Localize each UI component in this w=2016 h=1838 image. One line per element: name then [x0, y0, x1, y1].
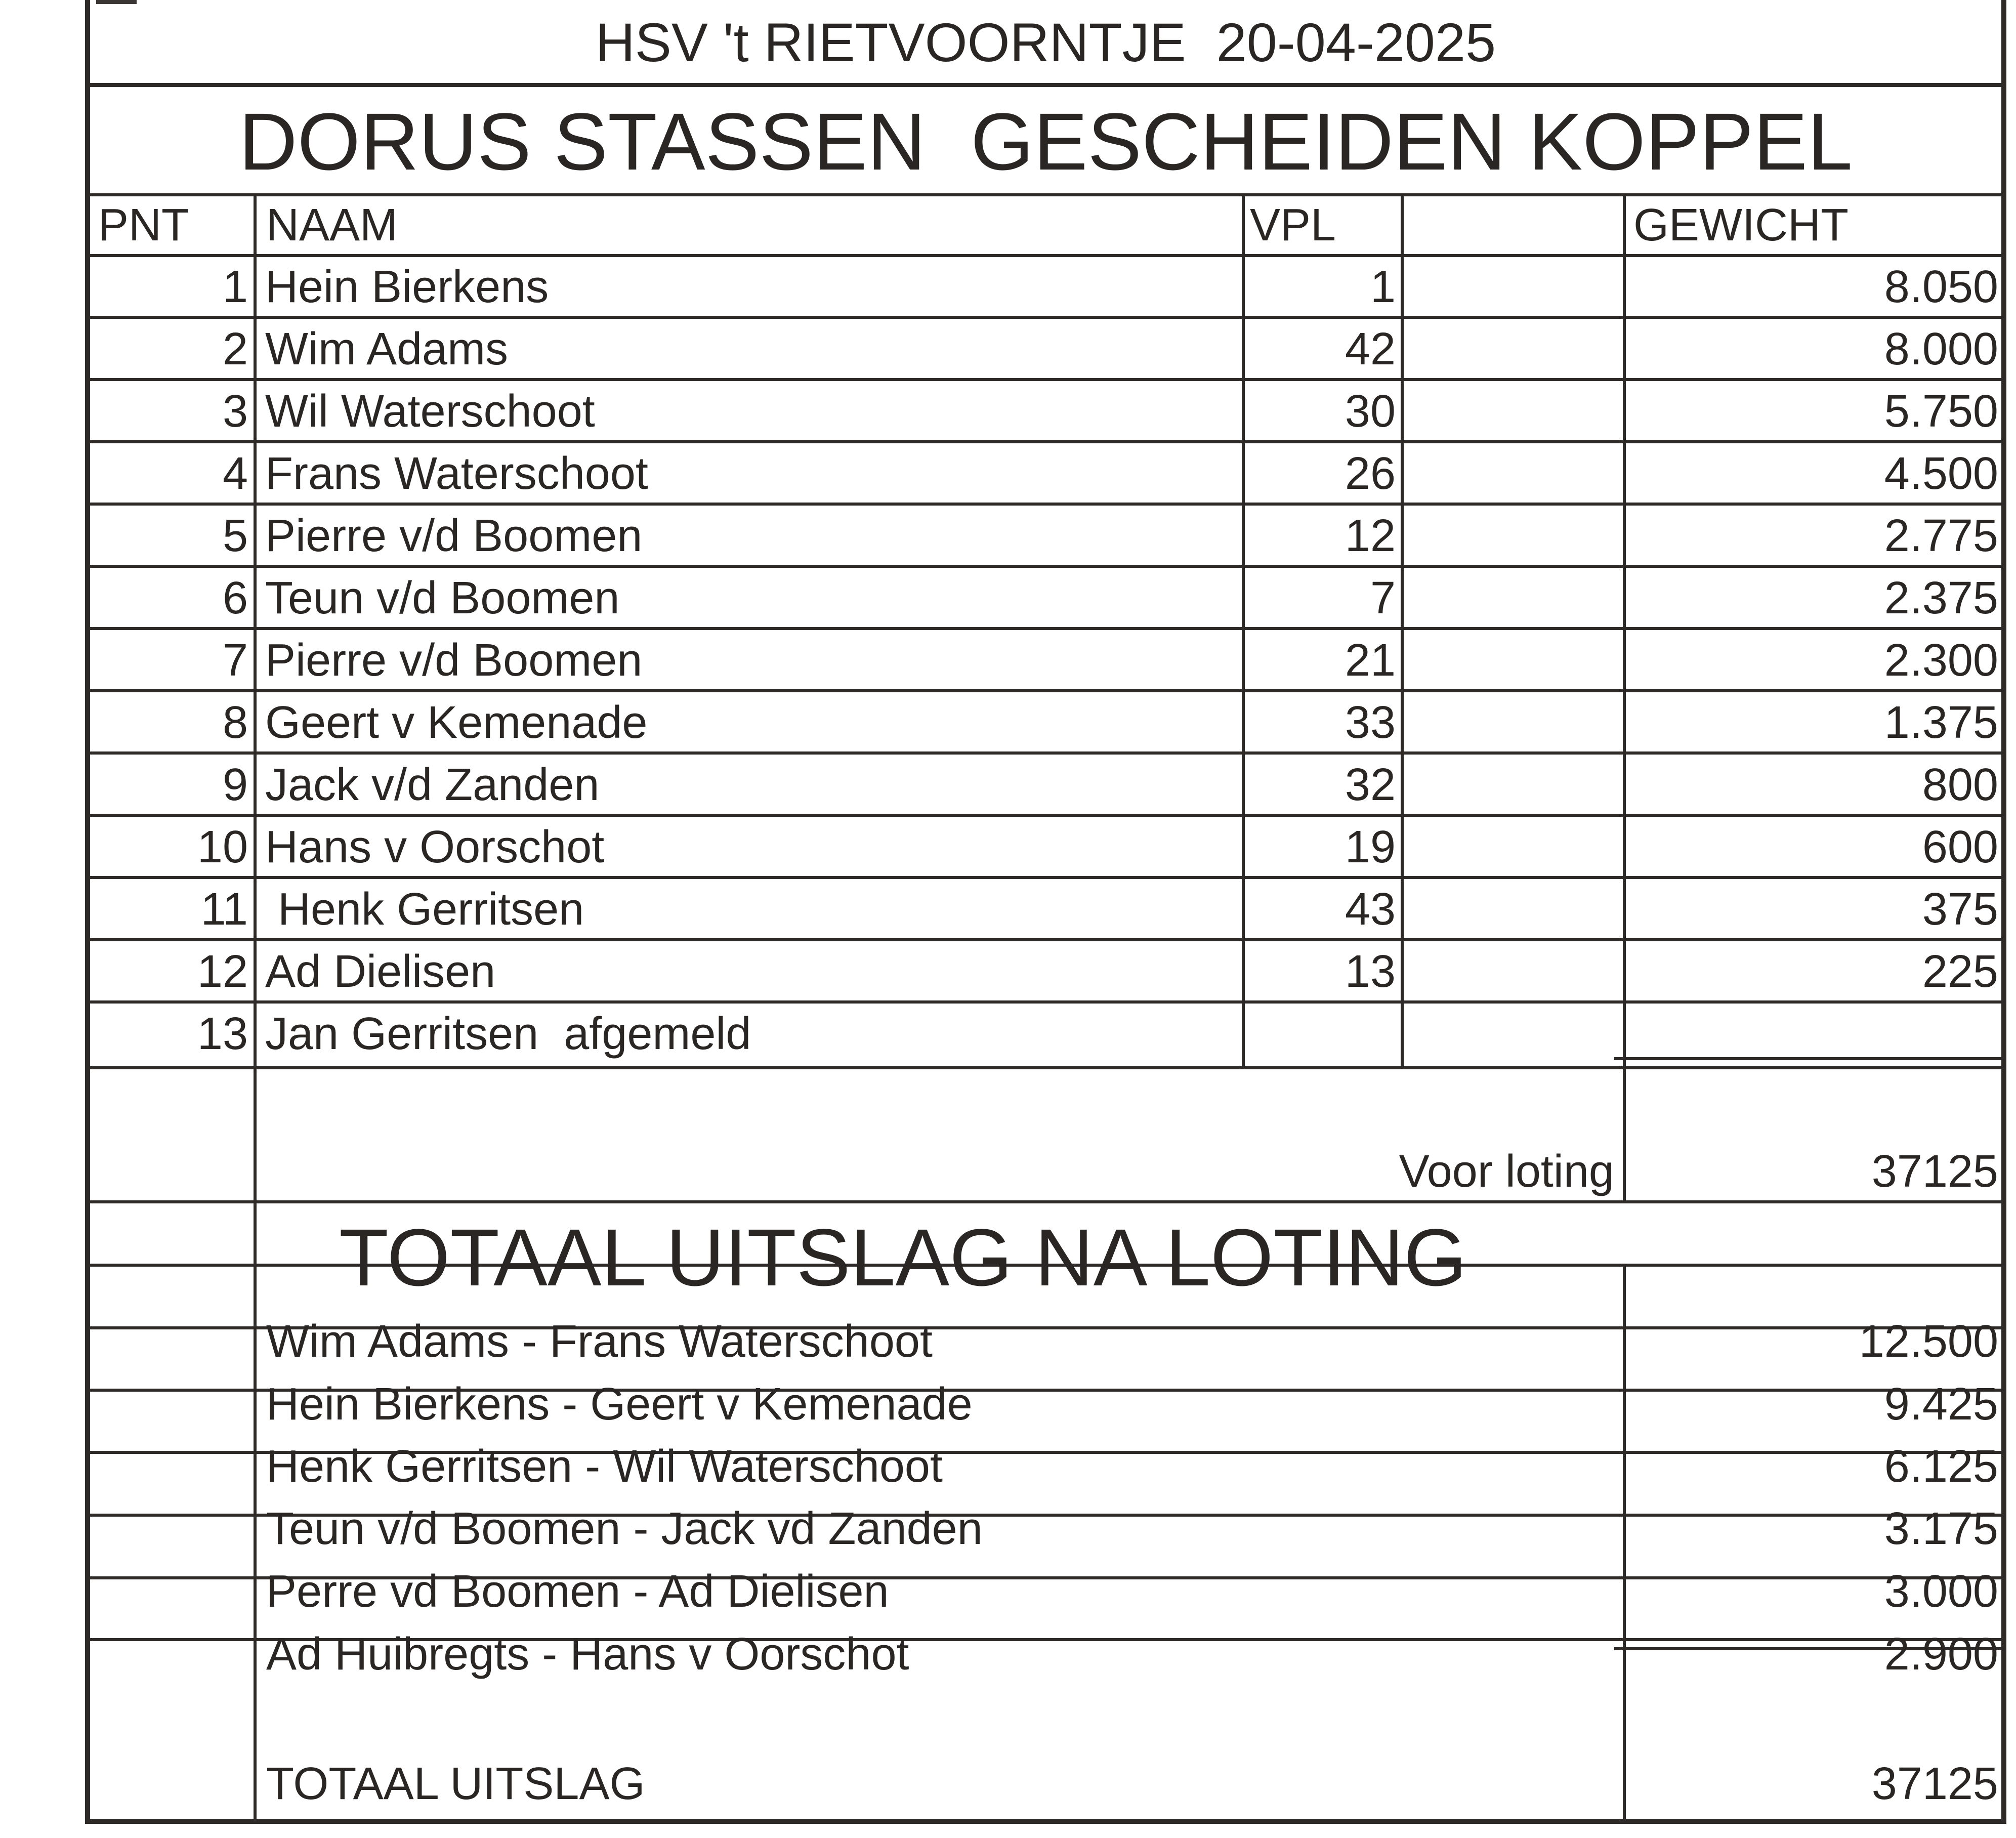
loting-section-title: TOTAAL UITSLAG NA LOTING — [339, 1212, 1467, 1303]
pnt-cell: 1 — [222, 262, 248, 312]
column-header-pnt: PNT — [98, 200, 189, 250]
pair-naam-cell: Teun v/d Boomen - Jack vd Zanden — [266, 1503, 983, 1554]
naam-cell: Jack v/d Zanden — [265, 760, 600, 810]
pnt-cell: 6 — [222, 573, 248, 623]
naam-cell: Henk Gerritsen — [265, 884, 584, 935]
naam-cell: Hein Bierkens — [265, 262, 549, 312]
pair-gewicht-cell: 6.125 — [1884, 1441, 1998, 1492]
pair-naam-cell: Henk Gerritsen - Wil Waterschoot — [266, 1441, 943, 1492]
naam-cell: Teun v/d Boomen — [265, 573, 620, 623]
pair-naam-cell: Wim Adams - Frans Waterschoot — [266, 1316, 933, 1367]
gewicht-cell: 8.000 — [1884, 324, 1998, 374]
pnt-cell: 4 — [222, 448, 248, 499]
naam-cell: Ad Dielisen — [265, 946, 496, 997]
gewicht-cell: 600 — [1922, 822, 1998, 872]
pnt-cell: 7 — [222, 635, 248, 686]
vpl-cell: 30 — [1345, 386, 1396, 437]
gewicht-cell: 8.050 — [1884, 262, 1998, 312]
column-header-naam: NAAM — [266, 200, 398, 250]
vpl-cell: 32 — [1345, 760, 1396, 810]
pnt-cell: 2 — [222, 324, 248, 374]
pair-naam-cell: Hein Bierkens - Geert v Kemenade — [266, 1379, 973, 1430]
column-header-vpl: VPL — [1250, 200, 1336, 250]
gewicht-cell: 225 — [1922, 946, 1998, 997]
totaal-uitslag-label: TOTAAL UITSLAG — [266, 1759, 645, 1809]
vpl-cell: 12 — [1345, 511, 1396, 561]
page-title-club: HSV 't RIETVOORNTJE 20-04-2025 — [595, 12, 1496, 73]
pnt-cell: 5 — [222, 511, 248, 561]
naam-cell: Geert v Kemenade — [265, 697, 648, 748]
gewicht-cell: 2.300 — [1884, 635, 1998, 686]
pnt-cell: 13 — [197, 1009, 248, 1059]
pnt-cell: 8 — [222, 697, 248, 748]
pair-gewicht-cell: 9.425 — [1884, 1379, 1998, 1430]
vpl-cell: 13 — [1345, 946, 1396, 997]
naam-cell: Jan Gerritsen afgemeld — [265, 1009, 751, 1059]
pnt-cell: 11 — [200, 884, 248, 935]
vpl-cell: 43 — [1345, 884, 1396, 935]
scan-mark — [96, 0, 137, 4]
pnt-cell: 9 — [222, 760, 248, 810]
column-header-gewicht: GEWICHT — [1633, 200, 1849, 250]
gewicht-cell: 2.775 — [1884, 511, 1998, 561]
gewicht-cell: 4.500 — [1884, 448, 1998, 499]
pair-naam-cell: Ad Huibregts - Hans v Oorschot — [266, 1629, 909, 1680]
vpl-cell: 21 — [1345, 635, 1396, 686]
pair-gewicht-cell: 3.175 — [1884, 1503, 1998, 1554]
vpl-cell: 26 — [1345, 448, 1396, 499]
naam-cell: Hans v Oorschot — [265, 822, 605, 872]
gewicht-cell: 2.375 — [1884, 573, 1998, 623]
naam-cell: Pierre v/d Boomen — [265, 511, 643, 561]
pnt-cell: 10 — [197, 822, 248, 872]
gewicht-cell: 800 — [1922, 760, 1998, 810]
naam-cell: Pierre v/d Boomen — [265, 635, 643, 686]
pair-gewicht-cell: 12.500 — [1859, 1316, 1998, 1367]
pair-gewicht-cell: 3.000 — [1884, 1566, 1998, 1617]
gewicht-cell: 5.750 — [1884, 386, 1998, 437]
pnt-cell: 12 — [197, 946, 248, 997]
naam-cell: Wil Waterschoot — [265, 386, 595, 437]
totaal-uitslag-value: 37125 — [1871, 1759, 1998, 1809]
gewicht-cell: 1.375 — [1884, 697, 1998, 748]
pair-naam-cell: Perre vd Boomen - Ad Dielisen — [266, 1566, 889, 1617]
gewicht-cell: 375 — [1922, 884, 1998, 935]
pair-gewicht-cell: 2.900 — [1884, 1629, 1998, 1680]
voor-loting-value: 37125 — [1871, 1146, 1998, 1197]
vpl-cell: 33 — [1345, 697, 1396, 748]
voor-loting-label: Voor loting — [1399, 1146, 1614, 1197]
vpl-cell: 42 — [1345, 324, 1396, 374]
vpl-cell: 1 — [1370, 262, 1396, 312]
naam-cell: Wim Adams — [265, 324, 509, 374]
pnt-cell: 3 — [222, 386, 248, 437]
naam-cell: Frans Waterschoot — [265, 448, 648, 499]
page-title-competition: DORUS STASSEN GESCHEIDEN KOPPEL — [239, 96, 1853, 187]
vpl-cell: 19 — [1345, 822, 1396, 872]
vpl-cell: 7 — [1370, 573, 1396, 623]
